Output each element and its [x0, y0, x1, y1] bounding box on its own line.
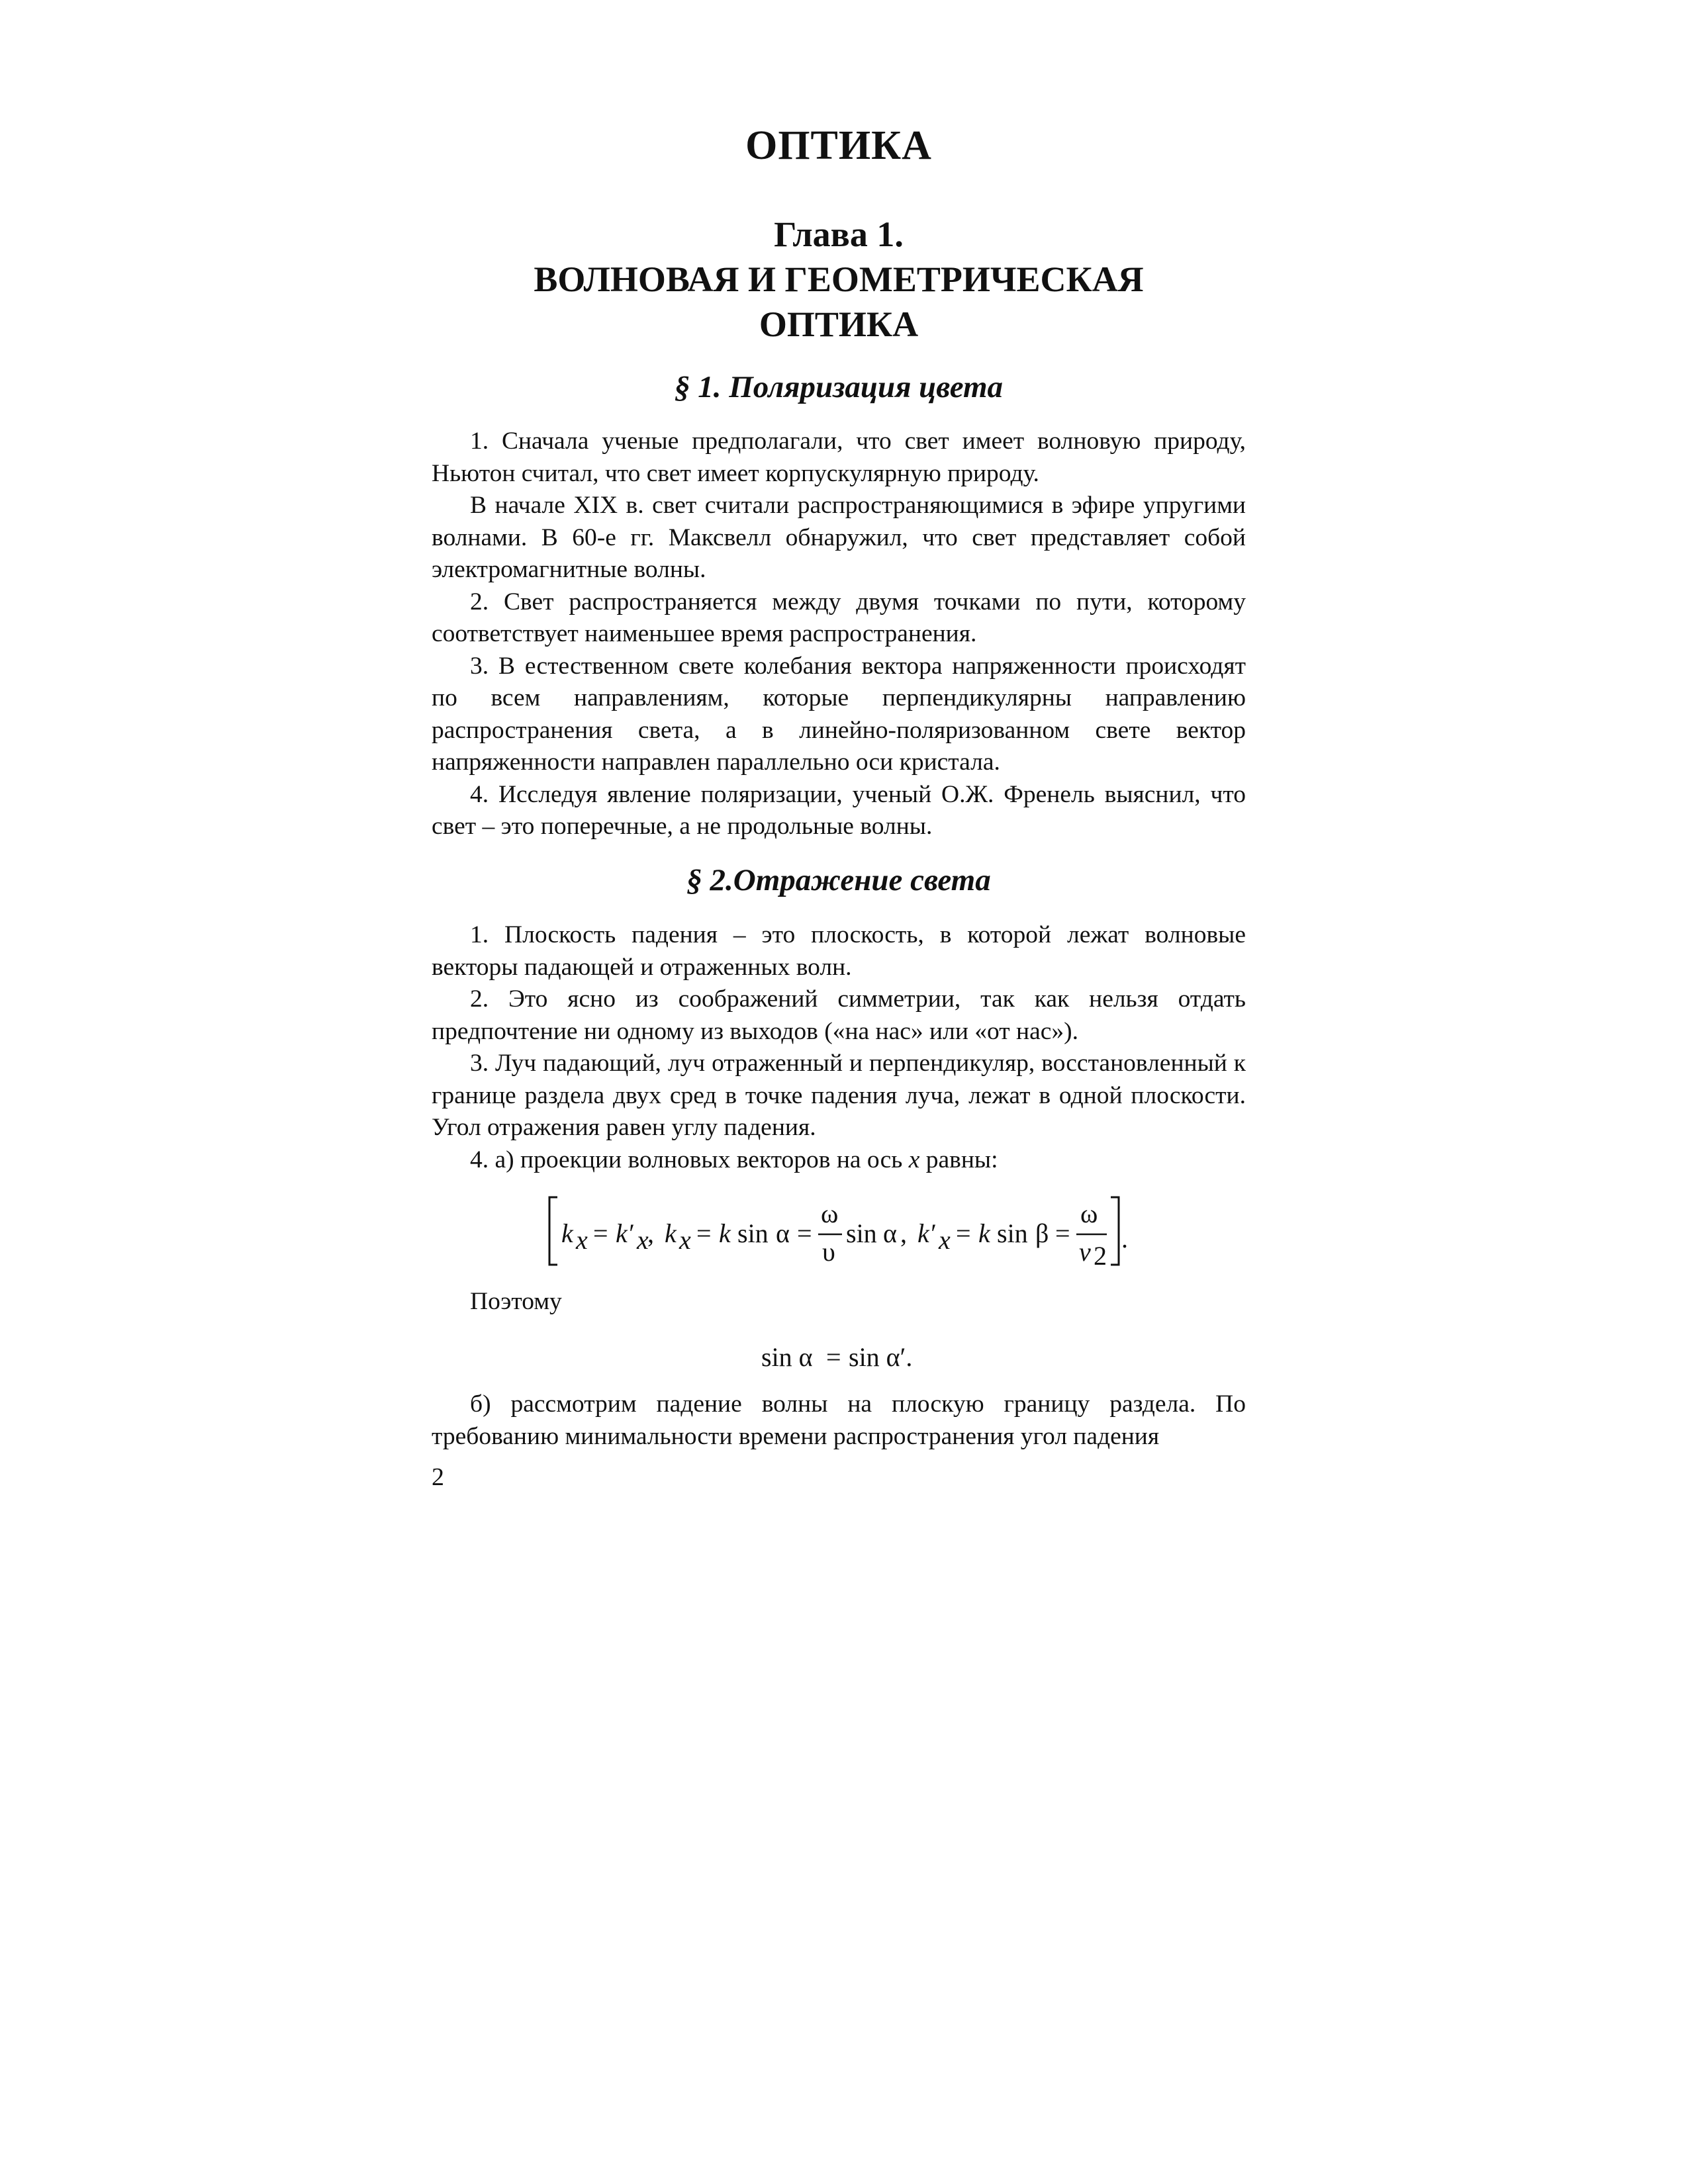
f-sub4: x: [939, 1225, 951, 1255]
closing-paragraph: б) рассмотрим падение волны на плоскую границу раздела. По требованию минимальности времени распространения угол падения: [432, 1390, 1246, 1450]
section2-body: [432, 919, 1246, 1176]
wave-vector-projection-formula: [547, 1195, 1131, 1267]
f-upsilon: υ: [822, 1237, 835, 1267]
chapter-title-line2: ОПТИКА: [759, 304, 919, 344]
book-title: ОПТИКА: [745, 123, 932, 168]
f-sub2: x: [637, 1225, 649, 1255]
page-number: 2: [432, 1463, 444, 1491]
section1-heading: § 1. Поляризация цвета: [674, 370, 1004, 404]
item4-variable: x: [908, 1146, 920, 1173]
f-sub3: x: [679, 1225, 691, 1255]
f-comma2: ,: [900, 1218, 907, 1248]
f-v: v: [1079, 1237, 1091, 1267]
f-beta: β: [1035, 1218, 1049, 1248]
section2-paragraph: 3. Луч падающий, луч отраженный и перпендикуляр, восстановленный к границе раздела двух сред в точке падения луча, лежат в одной плоскости. Угол отражения равен углу падения.: [432, 1050, 1246, 1141]
f-eq1: =: [593, 1218, 608, 1248]
f-eq5: =: [1055, 1218, 1070, 1248]
section1-body: [432, 426, 1246, 843]
poetomu-text: Поэтому: [470, 1288, 562, 1315]
f-sub5: 2: [1094, 1241, 1107, 1267]
f-k1: k: [561, 1218, 573, 1248]
f-end: .: [1121, 1224, 1128, 1253]
left-bracket: [549, 1197, 557, 1265]
right-bracket: [1111, 1197, 1119, 1265]
chapter-heading: [432, 212, 1246, 347]
f-kprime2: k′: [917, 1218, 935, 1248]
f-sub1: x: [576, 1225, 588, 1255]
f-eq4: =: [956, 1218, 971, 1248]
section1-paragraph: 1. Сначала ученые предполагали, что свет имеет волновую природу, Ньютон считал, что свет имеет корпускулярную природу.: [432, 428, 1246, 487]
f-omega2: ω: [1080, 1199, 1098, 1228]
section2-paragraph: 2. Это ясно из соображений симметрии, так как нельзя отдать предпочтение ни одному из выходов («на нас» или «от нас»).: [432, 985, 1246, 1045]
closing-body: [432, 1388, 1246, 1453]
section1-paragraph: 4. Исследуя явление поляризации, ученый О.Ж. Френель выяснил, что свет – это поперечные, а не продольные волны.: [432, 780, 1246, 840]
section2-heading: § 2.Отражение света: [686, 863, 991, 897]
f2-left: sin α: [761, 1342, 813, 1372]
f-sin1: sin: [737, 1218, 769, 1248]
section1-paragraph: 3. В естественном свете колебания вектора напряженности происходят по всем направлениям, которые перпендикулярны направлению распространения света, а в линейно-поляризованном свете вектор напряженности направлен параллельно оси кристала.: [432, 652, 1246, 776]
f-k3: k: [719, 1218, 731, 1248]
f-eq3: =: [797, 1218, 812, 1248]
f-kprime1: k′: [616, 1218, 633, 1248]
section1-paragraph: 2. Свет распространяется между двумя точками по пути, которому соответствует наименьшее время распространения.: [432, 588, 1246, 647]
sine-equality-formula: [761, 1337, 933, 1377]
f2-right: sin α′.: [849, 1342, 913, 1372]
f-comma1: ,: [647, 1218, 654, 1248]
f-omega1: ω: [821, 1199, 839, 1228]
chapter-title-line1: ВОЛНОВАЯ И ГЕОМЕТРИЧЕСКАЯ: [534, 259, 1144, 299]
f-alpha1: α: [776, 1218, 790, 1248]
f-alpha2: α: [883, 1218, 897, 1248]
f-sin2: sin: [846, 1218, 877, 1248]
f-eq2: =: [696, 1218, 712, 1248]
section2-item4: [432, 1144, 1246, 1177]
f-k2: k: [665, 1218, 677, 1248]
f2-eq: =: [826, 1342, 841, 1372]
section1-paragraph: В начале XIX в. свет считали распространяющимися в эфире упругими волнами. В 60-е гг. Максвелл обнаружил, что свет представляет собой электромагнитные волны.: [432, 492, 1246, 583]
chapter-number: Глава 1.: [774, 214, 904, 254]
f-k4: k: [978, 1218, 990, 1248]
section2-paragraph: 1. Плоскость падения – это плоскость, в которой лежат волновые векторы падающей и отраженных волн.: [432, 921, 1246, 981]
f-sin3: sin: [997, 1218, 1028, 1248]
item4-prefix: 4. а) проекции волновых векторов на ось: [470, 1146, 909, 1173]
item4-suffix: равны:: [919, 1146, 998, 1173]
